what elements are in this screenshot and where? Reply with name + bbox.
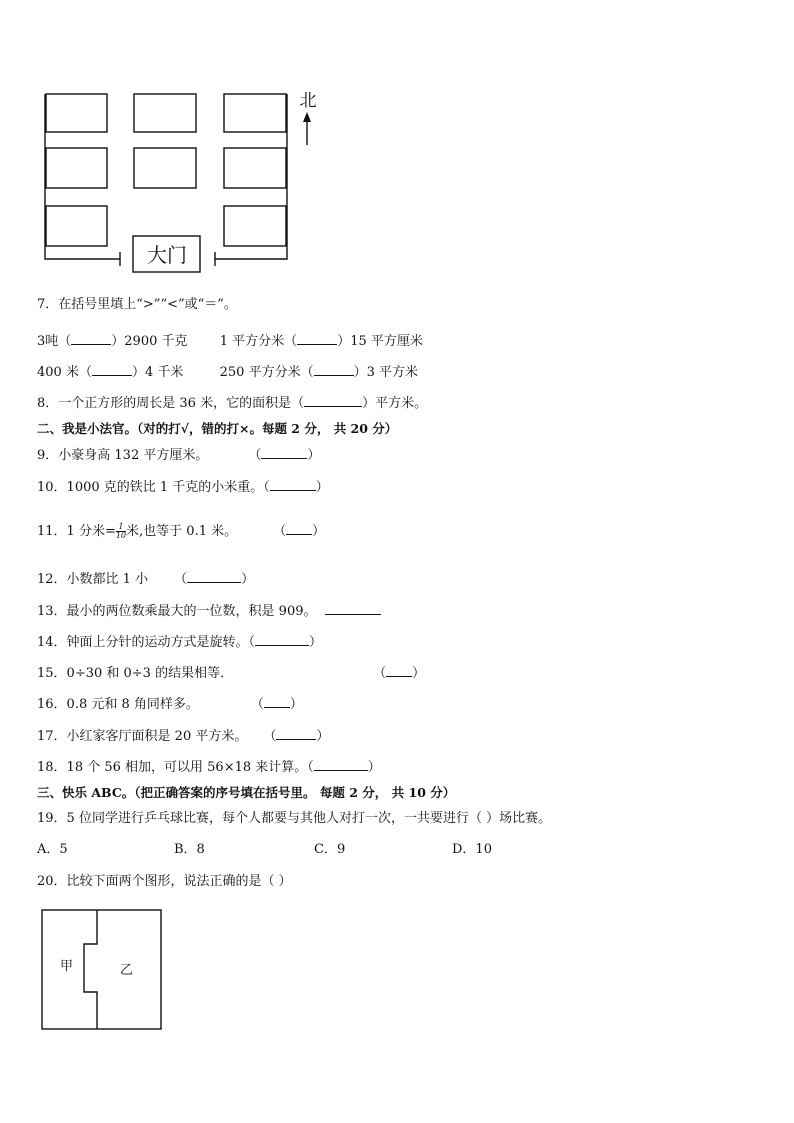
option-b[interactable]: B．8 — [174, 842, 205, 857]
answer-blank[interactable] — [297, 332, 337, 345]
map-block — [46, 206, 107, 246]
map-block — [224, 206, 286, 246]
q7-r2b-left: 250 平方分米（ — [219, 365, 314, 380]
answer-blank[interactable] — [314, 758, 368, 771]
gate-label: 大门 — [147, 243, 187, 267]
paren-right: ） — [309, 635, 323, 650]
option-c[interactable]: C．9 — [314, 842, 346, 857]
map-block — [46, 94, 107, 132]
answer-blank[interactable] — [261, 446, 307, 459]
question-14 — [37, 633, 322, 652]
answer-blank[interactable] — [314, 363, 354, 376]
map-block — [134, 94, 196, 132]
answer-blank[interactable] — [276, 727, 316, 740]
label-jia: 甲 — [60, 959, 74, 974]
map-figure — [40, 86, 330, 276]
question-15 — [37, 664, 425, 683]
q7-r2a-right: ）4 千米 — [131, 365, 184, 380]
q17-text: 17．小红家客厅面积是 20 平方米。 — [37, 729, 248, 744]
answer-blank[interactable] — [255, 633, 309, 646]
q16-text: 16．0.8 元和 8 角同样多。 — [37, 697, 199, 712]
q7-r1b-right: ）15 平方厘米 — [337, 334, 423, 349]
label-yi: 乙 — [120, 963, 134, 978]
q12-text: 12．小数都比 1 小 — [37, 572, 149, 587]
answer-blank[interactable] — [264, 695, 290, 708]
answer-blank[interactable] — [270, 478, 316, 491]
north-arrowhead-icon — [303, 112, 311, 122]
q11-right: 米,也等于 0.1 米。 — [126, 524, 238, 539]
question-7-row-1 — [37, 332, 423, 351]
q18-text: 18．18 个 56 相加，可以用 56×18 来计算。（ — [37, 760, 314, 775]
paren-right: ） — [315, 480, 329, 495]
q7-r1a-right: ）2900 千克 — [111, 334, 188, 349]
paren-left: （ — [373, 666, 387, 681]
option-d[interactable]: D．10 — [452, 842, 492, 857]
map-block — [134, 148, 196, 188]
q7-r2a-left: 400 米（ — [37, 365, 92, 380]
q10-text: 10．1000 克的铁比 1 千克的小米重。（ — [37, 480, 270, 495]
fraction — [116, 523, 126, 540]
paren-left: （ — [263, 729, 277, 744]
q13-text: 13．最小的两位数乘最大的一位数，积是 909。 — [37, 604, 317, 619]
question-20: 20．比较下面两个图形，说法正确的是（ ） — [37, 874, 292, 889]
answer-blank[interactable] — [92, 363, 132, 376]
map-block — [224, 94, 286, 132]
answer-blank[interactable] — [71, 332, 111, 345]
q7-r1a-left: 3吨（ — [37, 334, 72, 349]
q7-r1b-left: 1 平方分米（ — [219, 334, 298, 349]
paren-left: （ — [250, 697, 264, 712]
answer-blank[interactable] — [286, 522, 312, 535]
paren-left: （ — [248, 448, 262, 463]
section-2-heading: 二、我是小法官。（对的打√，错的打×。每题 2 分， 共 20 分） — [37, 421, 398, 436]
paren-left: （ — [273, 524, 287, 539]
question-7-title: 7．在括号里填上“>”“<”或“＝”。 — [37, 297, 237, 312]
answer-blank[interactable] — [386, 664, 412, 677]
question-8 — [37, 394, 427, 413]
q15-text: 15．0÷30 和 0÷3 的结果相等． — [37, 666, 234, 681]
paren-right: ） — [412, 666, 426, 681]
paren-right: ） — [312, 524, 326, 539]
fraction-denominator: 10 — [115, 531, 127, 540]
question-13 — [37, 602, 381, 621]
question-11 — [37, 522, 325, 541]
q7-r2b-right: ）3 平方米 — [353, 365, 418, 380]
q9-text: 9．小豪身高 132 平方厘米。 — [37, 448, 209, 463]
fraction-numerator: 1 — [116, 523, 126, 532]
question-18 — [37, 758, 381, 777]
dividing-line — [84, 910, 97, 1029]
answer-blank[interactable] — [304, 394, 362, 407]
question-16 — [37, 695, 303, 714]
question-19: 19．5 位同学进行乒乓球比赛，每个人都要与其他人对打一次，一共要进行（ ）场比赛。 — [37, 811, 552, 826]
q20-figure — [40, 908, 166, 1034]
question-12 — [37, 570, 254, 589]
question-10 — [37, 478, 329, 497]
q11-left: 11．1 分米= — [37, 524, 116, 539]
paren-right: ） — [307, 448, 321, 463]
answer-blank[interactable] — [187, 570, 241, 583]
question-9 — [37, 446, 320, 465]
option-a[interactable]: A．5 — [37, 842, 68, 857]
paren-right: ） — [241, 572, 255, 587]
paren-left: （ — [174, 572, 188, 587]
q8-left: 8．一个正方形的周长是 36 米，它的面积是（ — [37, 396, 305, 411]
map-border — [215, 94, 287, 259]
answer-blank[interactable] — [325, 602, 381, 615]
paren-right: ） — [316, 729, 330, 744]
question-17 — [37, 727, 329, 746]
q14-text: 14．钟面上分针的运动方式是旋转。（ — [37, 635, 256, 650]
question-7-row-2 — [37, 363, 418, 382]
map-border — [45, 94, 120, 259]
map-block — [46, 148, 107, 188]
north-label: 北 — [299, 91, 317, 111]
section-3-heading: 三、快乐 ABC。（把正确答案的序号填在括号里。 每题 2 分， 共 10 分） — [37, 785, 456, 800]
q8-right: ）平方米。 — [362, 396, 428, 411]
paren-right: ） — [367, 760, 381, 775]
paren-right: ） — [289, 697, 303, 712]
map-block — [224, 148, 286, 188]
